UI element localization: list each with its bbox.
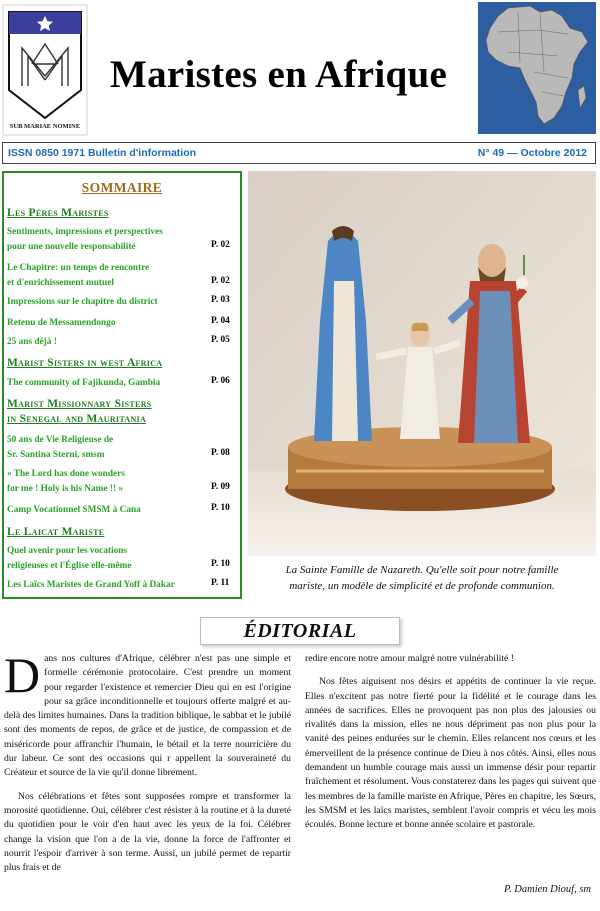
- holy-family-photo: [248, 171, 596, 556]
- editorial-signature: P. Damien Diouf, sm: [503, 884, 591, 895]
- toc-page-number: P. 06: [211, 376, 230, 386]
- editorial-paragraph: redire encore notre amour malgré notre vulnérabilité !: [305, 653, 514, 664]
- toc-title: SOMMAIRE: [81, 180, 163, 195]
- toc-section-heading: Les Pères Maristes: [7, 207, 109, 219]
- toc-page-number: P. 02: [211, 276, 230, 286]
- logo-motto: SUB MARIAE NOMINE: [9, 123, 81, 130]
- editorial-column-2: [305, 652, 596, 842]
- toc-entry[interactable]: Les Laïcs Maristes de Grand Yoff à Dakar: [7, 580, 175, 590]
- editorial-paragraph: Nos célébrations et fêtes sont supposées rompre et transformer la morosité quotidienne. Oui, célébrer c'est résister à la routine et à la dureté du quotidien pour le voir d'en haut avec les yeux de la foi. Célébrer change la vision que l'on a de la vie, donne la force de l'affronter et nourrit l'espoir d'arriver à son terme. Aussi, un jubilé permet de repartir plus frais et de: [4, 790, 291, 874]
- toc-entry[interactable]: Camp Vocationnel SMSM à Cana: [7, 505, 141, 515]
- toc-entry[interactable]: Impressions sur le chapitre du district: [7, 297, 158, 307]
- editorial-paragraph: Dans nos cultures d'Afrique, célébrer n'est pas une simple et formelle cérémonie protocolaire. C'est prendre un moment pour regarder l'existence et remercier Dieu qui en est l'origine pour sa grâce inconditionnelle et toujours offerte malgré et au-delà des limites humaines. Dans la tradition biblique, le sabbat et le jubilé sont des moments de repos, de grâce et de justice, de compassion et de miséricorde pour affranchir l'humain, le bétail et la terre nourricière du dur labeur. Ce sont des occasions qui r appellent la souveraineté du Créateur et source de la vie qu'il donne librement.: [4, 647, 291, 779]
- toc-page-number: P. 10: [211, 559, 230, 569]
- toc-page-number: P. 08: [211, 448, 230, 458]
- issue-bar: [2, 142, 596, 164]
- toc-page-number: P. 02: [211, 240, 230, 250]
- dropcap: D: [4, 647, 41, 703]
- toc-page-number: P. 09: [211, 482, 230, 492]
- masthead-title: Maristes en Afrique: [110, 53, 448, 96]
- toc-section-heading: Le Laicat Mariste: [7, 526, 105, 538]
- editorial-column-1: [4, 647, 291, 884]
- africa-map: [478, 2, 596, 134]
- toc-entry[interactable]: Sentiments, impressions et perspectives pour une nouvelle responsabilité: [7, 227, 163, 252]
- toc-page-number: P. 11: [211, 578, 230, 588]
- toc-page-number: P. 10: [211, 503, 230, 513]
- toc-entry[interactable]: 50 ans de Vie Religieuse de Sr. Santina Sterni, smsm: [7, 435, 114, 460]
- editorial-title: ÉDITORIAL: [200, 617, 400, 645]
- table-of-contents: [2, 171, 242, 599]
- toc-section-heading: Marist Missionnary Sisters in Senegal and Mauritania: [7, 398, 152, 425]
- marist-logo: [2, 4, 88, 136]
- toc-entry[interactable]: « The Lord has done wonders for me ! Holy is his Name !! »: [7, 469, 125, 494]
- photo-caption: La Sainte Famille de Nazareth. Qu'elle soit pour notre famille mariste, un modèle de simplicité et de profonde communion.: [285, 564, 559, 592]
- toc-entry[interactable]: Retenu de Messamendongo: [7, 318, 116, 328]
- toc-page-number: P. 04: [211, 316, 230, 326]
- toc-entry[interactable]: Quel avenir pour les vocations religieuses et l'Église elle-même: [7, 546, 132, 571]
- toc-section-heading: Marist Sisters in west Africa: [7, 357, 163, 369]
- toc-entry[interactable]: 25 ans déjà !: [7, 337, 57, 347]
- issn-text: ISSN 0850 1971 Bulletin d'information: [8, 147, 197, 159]
- editorial-paragraph: Nos fêtes aiguisent nos désirs et appétits de continuer la vie reçue. Elles n'excitent pas notre fierté pour la fidélité et le courage dans les années de sacrifices. Elles ne provoquent pas non plus des jalousies ou rivalités dans la mission, elles ne nous dépriment pas non plus pour la vanité des peines endurées sur le chemin. Elles relancent nos cœurs et les émerveillent de la présence continue de Dieu à nos côtés. Ainsi, elles nous demandent un humble courage mais aussi un immense désir pour repartir fraîchement et résolument. Vous constaterez dans les pages qui suivent que les membres de la famille mariste en Afrique, Pères en chapitre, les Sœurs, les SMSM et les laïcs maristes, semblent l'avoir compris et vécu les mois écoulés. Bonne lecture et bonne année scolaire et pastorale.: [305, 676, 596, 831]
- toc-page-number: P. 05: [211, 335, 230, 345]
- toc-page-number: P. 03: [211, 295, 230, 305]
- toc-entry[interactable]: The community of Fajikunda, Gambia: [7, 378, 161, 388]
- toc-entry[interactable]: Le Chapitre: un temps de rencontre et d'enrichissement mutuel: [7, 263, 150, 288]
- issue-number: N° 49 — Octobre 2012: [477, 147, 587, 159]
